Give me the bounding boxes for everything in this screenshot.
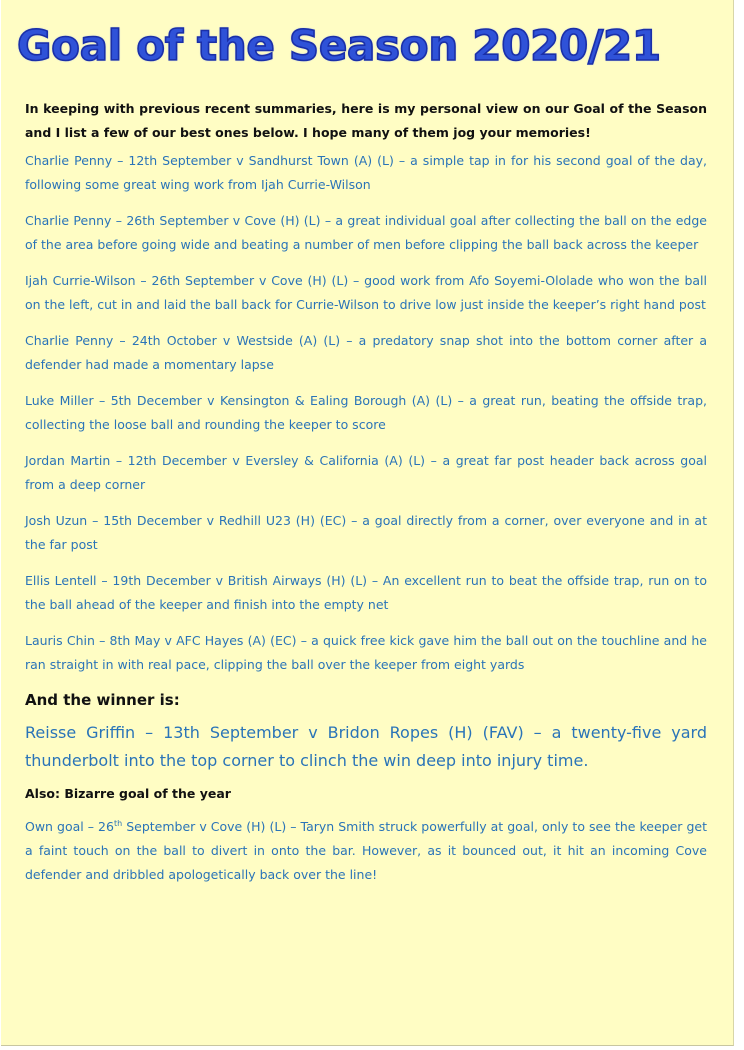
goal-entry-6: Jordan Martin – 12th December v Eversley & California (A) (L) – a great far post header back across goal from a deep corner: [25, 453, 707, 492]
document-page: [1, 0, 734, 1046]
goal-entry-3: Ijah Currie-Wilson – 26th September v Cove (H) (L) – good work from Afo Soyemi-Ololade who won the ball on the left, cut in and laid the ball back for Currie-Wilson to drive low just inside the keeper’s right hand post: [25, 273, 707, 312]
page-title: Goal of the Season 2020/21: [17, 21, 661, 70]
goal-entry-2: Charlie Penny – 26th September v Cove (H) (L) – a great individual goal after collecting the ball on the edge of the area before going wide and beating a number of men before clipping the ball back across the keeper: [25, 213, 707, 252]
goal-entry-9: Lauris Chin – 8th May v AFC Hayes (A) (EC) – a quick free kick gave him the ball out on the touchline and he ran straight in with real pace, clipping the ball over the keeper from eight yards: [25, 633, 707, 672]
goal-entry-5: Luke Miller – 5th December v Kensington & Ealing Borough (A) (L) – a great run, beating the offside trap, collecting the loose ball and rounding the keeper to score: [25, 393, 707, 432]
winner-heading: And the winner is:: [25, 691, 180, 709]
bizarre-goal-rest: September v Cove (H) (L) – Taryn Smith struck powerfully at goal, only to see the keeper get a faint touch on the ball to divert in onto the bar. However, as it bounced out, it hit an incoming Cove defender and dribbled apologetically back over the line!: [25, 819, 707, 882]
goal-entry-4: Charlie Penny – 24th October v Westside (A) (L) – a predatory snap shot into the bottom corner after a defender had made a momentary lapse: [25, 333, 707, 372]
bizarre-goal-heading: Also: Bizarre goal of the year: [25, 786, 231, 801]
bizarre-goal-lead: Own goal – 26: [25, 819, 114, 834]
bizarre-goal-paragraph: [25, 815, 707, 887]
ordinal-suffix: th: [113, 818, 123, 828]
intro-paragraph: In keeping with previous recent summaries, here is my personal view on our Goal of the Season and I list a few of our best ones below. I hope many of them jog your memories!: [25, 101, 707, 140]
goal-entry-7: Josh Uzun – 15th December v Redhill U23 (H) (EC) – a goal directly from a corner, over everyone and in at the far post: [25, 513, 707, 552]
goal-entry-8: Ellis Lentell – 19th December v British Airways (H) (L) – An excellent run to beat the offside trap, run on to the ball ahead of the keeper and finish into the empty net: [25, 573, 707, 612]
document-body: [25, 97, 707, 887]
goal-entry-1: Charlie Penny – 12th September v Sandhurst Town (A) (L) – a simple tap in for his second goal of the day, following some great wing work from Ijah Currie-Wilson: [25, 153, 707, 192]
winner-paragraph: Reisse Griffin – 13th September v Bridon Ropes (H) (FAV) – a twenty-five yard thunderbolt into the top corner to clinch the win deep into injury time.: [25, 723, 707, 770]
